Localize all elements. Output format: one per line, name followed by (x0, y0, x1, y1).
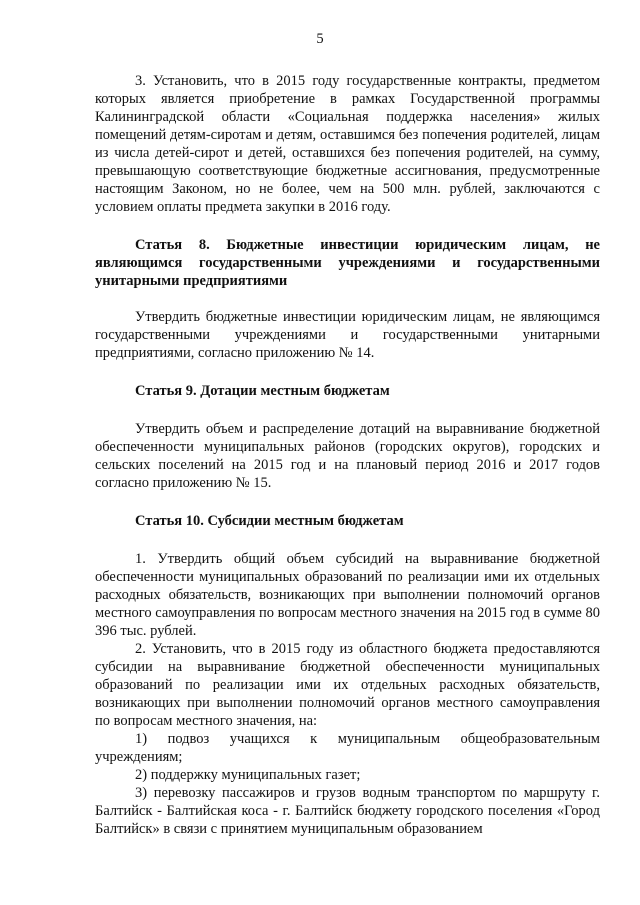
article-10-paragraph-1: 1. Утвердить общий объем субсидий на выравнивание бюджетной обеспеченности муниципальных образований по реализации ими их отдельных расходных обязательств, возникающих при выполнении полномочий органов местного самоуправления по вопросам местного значения на 2015 год в сумме 80 396 тыс. рублей. (95, 551, 600, 639)
document-body (95, 72, 600, 838)
article-8-text: Утвердить бюджетные инвестиции юридическим лицам, не являющимся государственными учреждениями и государственными унитарными предприятиями, согласно приложению № 14. (95, 309, 600, 361)
article-9-text: Утвердить объем и распределение дотаций на выравнивание бюджетной обеспеченности муниципальных районов (городских округов), городских и сельских поселений на 2015 год и на плановый период 2016 и 2017 годов согласно приложению № 15. (95, 421, 600, 491)
section-3-paragraph: 3. Установить, что в 2015 году государственные контракты, предметом которых является приобретение в рамках Государственной программы Калининградской области «Социальная поддержка населения» жилых помещений детям-сиротам и детям, оставшимся без попечения родителей, лицам из числа детей-сирот и детей, оставшихся без попечения родителей, на сумму, превышающую соответствующие бюджетные ассигнования, предусмотренные настоящим Законом, но не более, чем на 500 млн. рублей, заключаются с условием оплаты предмета закупки в 2016 году. (95, 73, 600, 215)
article-8-title: Статья 8. Бюджетные инвестиции юридическим лицам, не являющимся государственными учреждениями и государственными унитарными предприятиями (95, 237, 600, 289)
article-10-item-1: 1) подвоз учащихся к муниципальным общеобразовательным учреждениям; (95, 731, 600, 765)
article-10-paragraph-2: 2. Установить, что в 2015 году из областного бюджета предоставляются субсидии на выравнивание бюджетной обеспеченности муниципальных образований по реализации ими их отдельных расходных обязательств, возникающих при выполнении полномочий органов местного самоуправления по вопросам местного значения, на: (95, 641, 600, 729)
article-10-item-3: 3) перевозку пассажиров и грузов водным транспортом по маршруту г. Балтийск - Балтийская коса - г. Балтийск бюджету городского поселения «Город Балтийск» в связи с принятием муниципальным образованием (95, 785, 600, 837)
article-9-title: Статья 9. Дотации местным бюджетам (135, 383, 390, 399)
article-10-title: Статья 10. Субсидии местным бюджетам (135, 513, 404, 529)
page-number: 5 (316, 31, 324, 47)
article-10-item-2: 2) поддержку муниципальных газет; (135, 767, 361, 783)
